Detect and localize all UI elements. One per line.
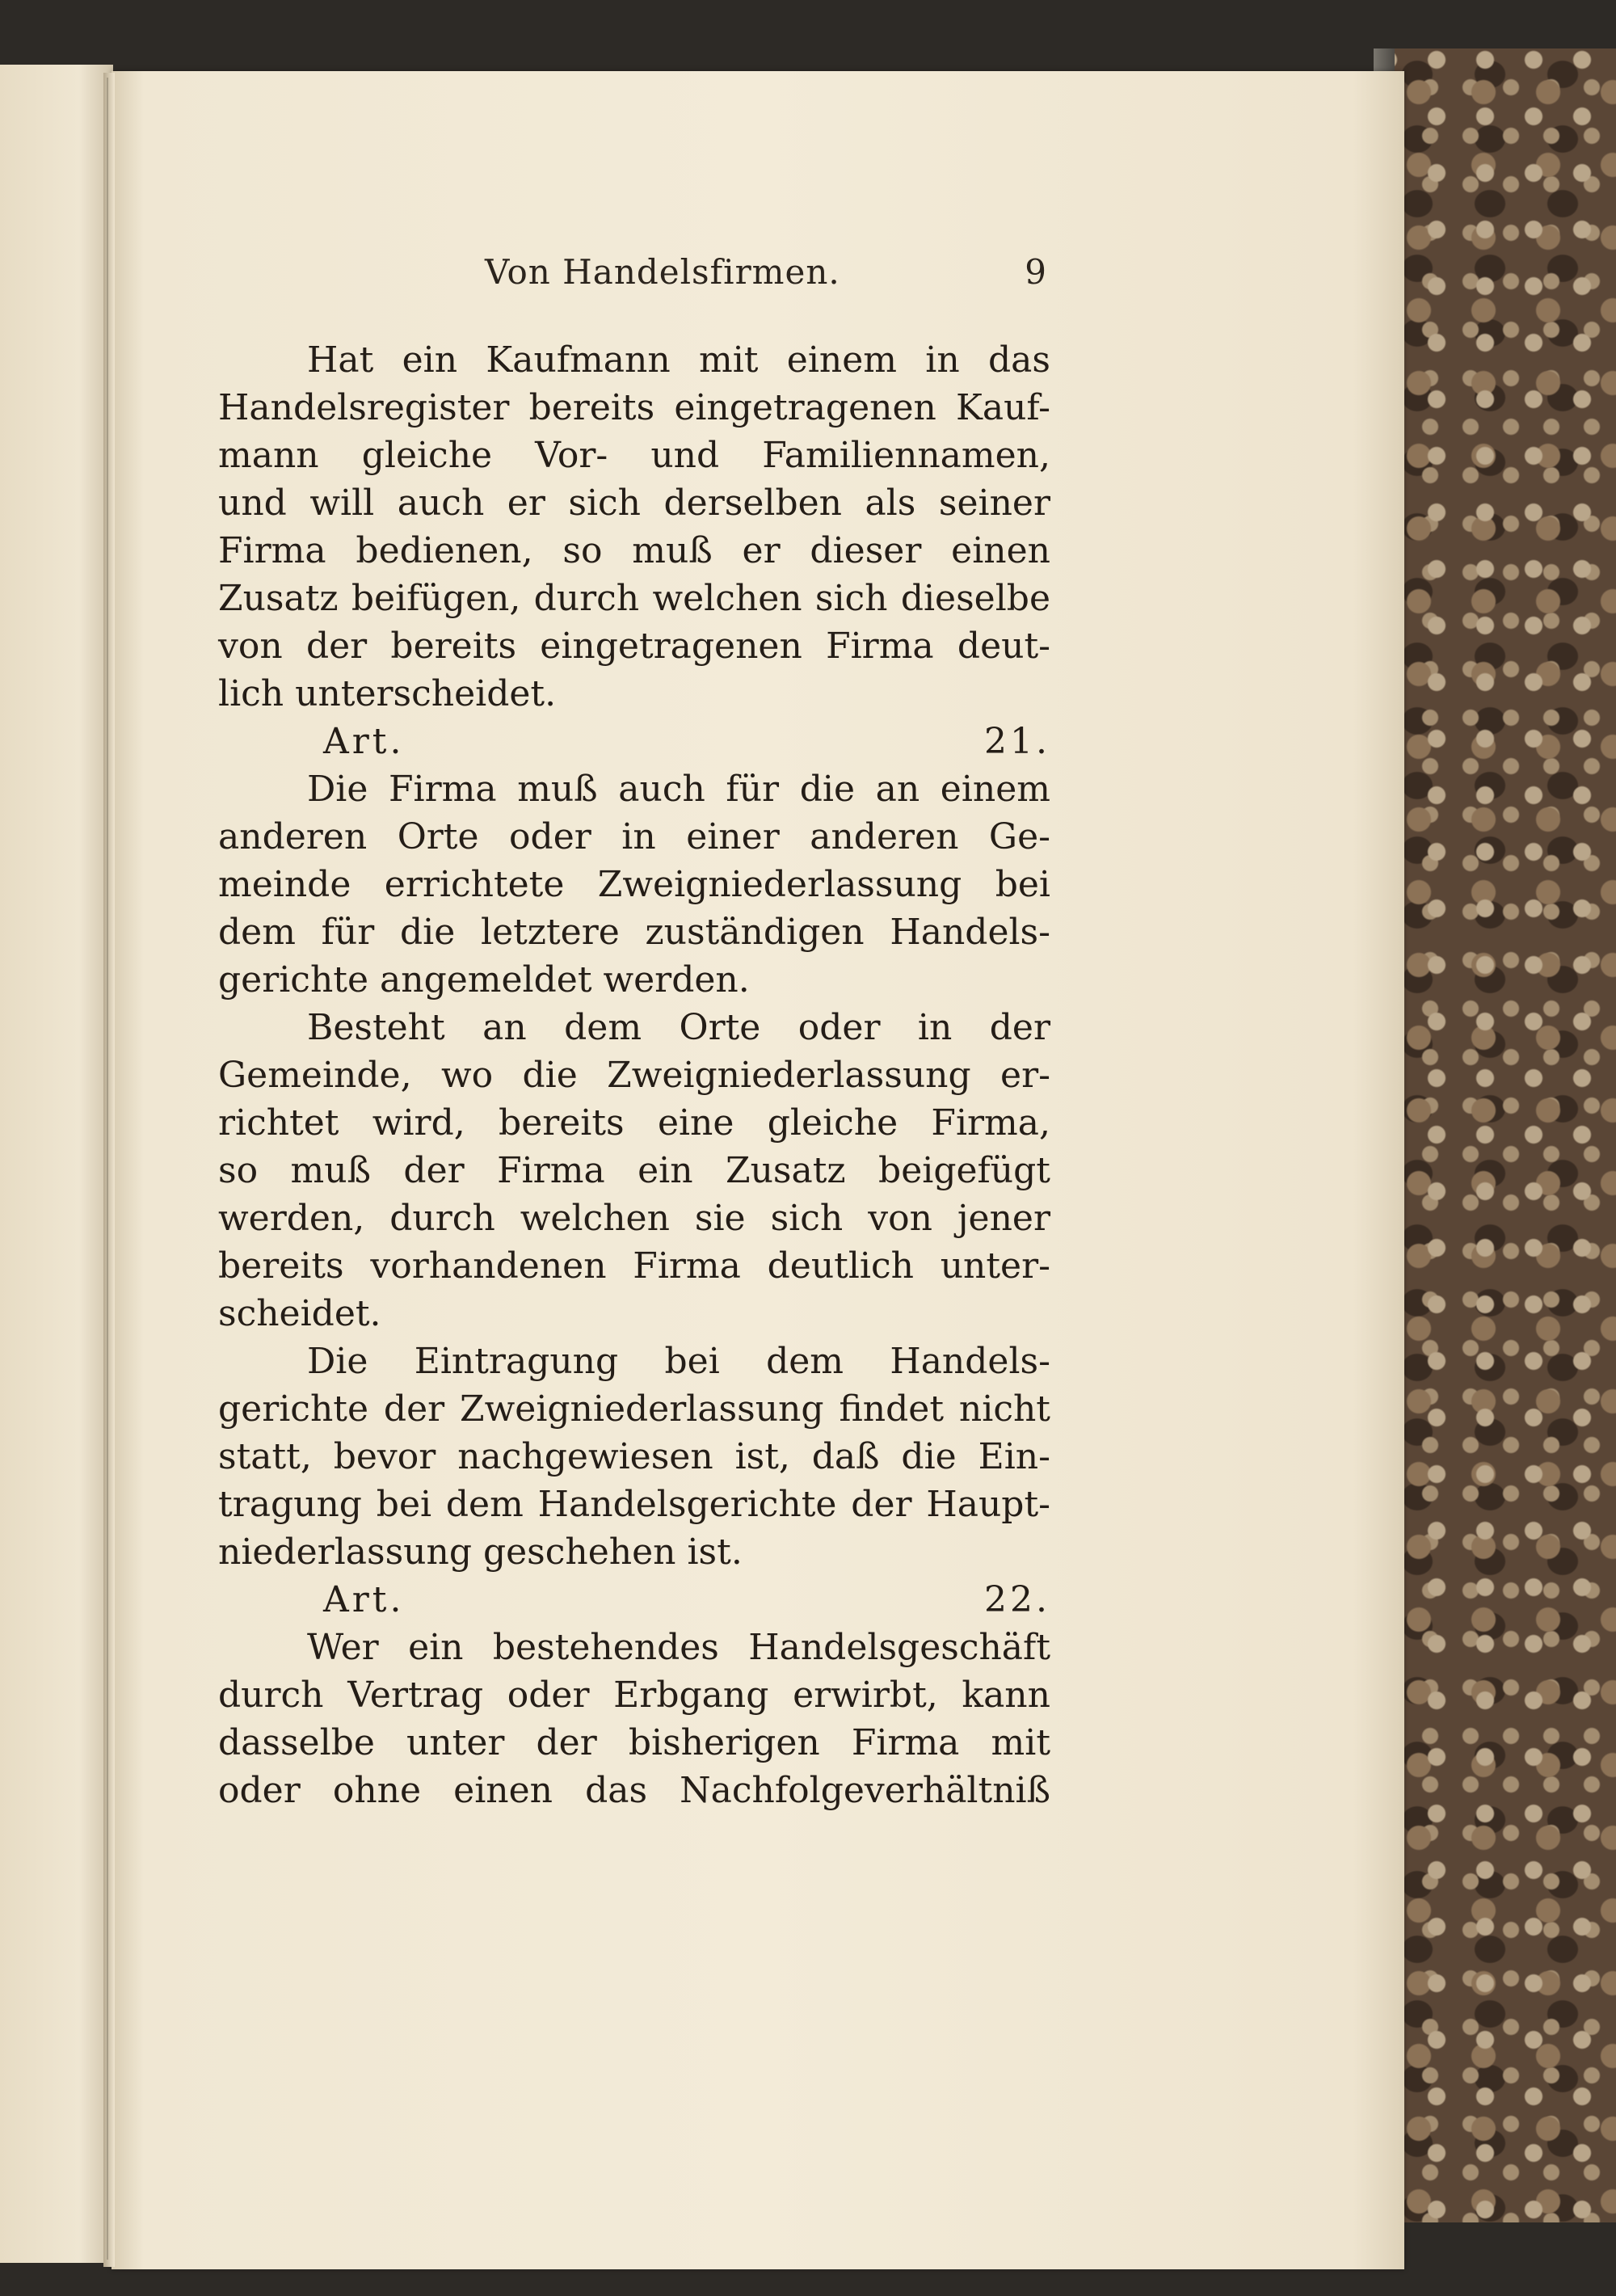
previous-page-edge — [0, 65, 113, 2263]
text-line: Besteht an dem Orte oder in der — [307, 1007, 1050, 1048]
article-21-paragraph-2 — [218, 1004, 1050, 1338]
text-line: und will auch er sich derselben als seiner — [218, 482, 1050, 524]
text-line: Handelsregister bereits eingetragenen Kauf- — [218, 387, 1050, 428]
text-line: von der bereits eingetragenen Firma deut- — [218, 626, 1050, 667]
text-line: statt, bevor nachgewiesen ist, daß die Ein- — [218, 1436, 1050, 1477]
text-line: tragung bei dem Handelsgerichte der Haupt- — [218, 1484, 1050, 1525]
text-line: mann gleiche Vor- und Familiennamen, — [218, 435, 1050, 476]
running-title: Von Handelsfirmen. — [485, 252, 840, 292]
text-line: Wer ein bestehendes Handelsgeschäft — [307, 1627, 1050, 1668]
text-line: Hat ein Kaufmann mit einem in das — [307, 339, 1050, 381]
article-heading-22: Art. 22. — [323, 1579, 1050, 1620]
text-line: richtet wird, bereits eine gleiche Firma, — [218, 1102, 1050, 1144]
text-line: Firma bedienen, so muß er dieser einen — [218, 530, 1050, 571]
page-number: 9 — [1025, 252, 1046, 292]
text-line: niederlassung geschehen ist. — [218, 1531, 743, 1573]
text-line: anderen Orte oder in einer anderen Ge- — [218, 816, 1050, 857]
spine-line — [107, 78, 108, 2260]
page-gutter — [103, 73, 115, 2267]
text-line: meinde errichtete Zweigniederlassung bei — [218, 864, 1050, 905]
text-block — [218, 336, 1050, 1814]
text-line: dem für die letztere zuständigen Handels- — [218, 912, 1050, 953]
text-line: oder ohne einen das Nachfolgeverhältniß — [218, 1770, 1050, 1811]
text-line: werden, durch welchen sie sich von jener — [218, 1198, 1050, 1239]
book-cover-marbled — [1374, 48, 1616, 2222]
paragraph-intro — [218, 336, 1050, 718]
text-line: Zusatz beifügen, durch welchen sich dieselbe — [218, 578, 1050, 619]
text-line: dasselbe unter der bisherigen Firma mit — [218, 1722, 1050, 1763]
text-line: lich unterscheidet. — [218, 673, 557, 714]
article-heading-21: Art. 21. — [323, 721, 1050, 762]
article-21-paragraph-1 — [218, 765, 1050, 1004]
text-line: Gemeinde, wo die Zweigniederlassung er- — [218, 1055, 1050, 1096]
running-head — [234, 252, 1046, 301]
text-line: gerichte der Zweigniederlassung findet nicht — [218, 1388, 1050, 1430]
text-line: gerichte angemeldet werden. — [218, 959, 750, 1001]
text-line: scheidet. — [218, 1293, 381, 1334]
article-21-paragraph-3 — [218, 1338, 1050, 1576]
text-line: Die Firma muß auch für die an einem — [307, 769, 1050, 810]
text-line: bereits vorhandenen Firma deutlich unter- — [218, 1245, 1050, 1287]
article-22-paragraph-1 — [218, 1624, 1050, 1814]
text-line: so muß der Firma ein Zusatz beigefügt — [218, 1150, 1050, 1191]
text-line: Die Eintragung bei dem Handels- — [307, 1341, 1050, 1382]
text-line: durch Vertrag oder Erbgang erwirbt, kann — [218, 1675, 1050, 1716]
